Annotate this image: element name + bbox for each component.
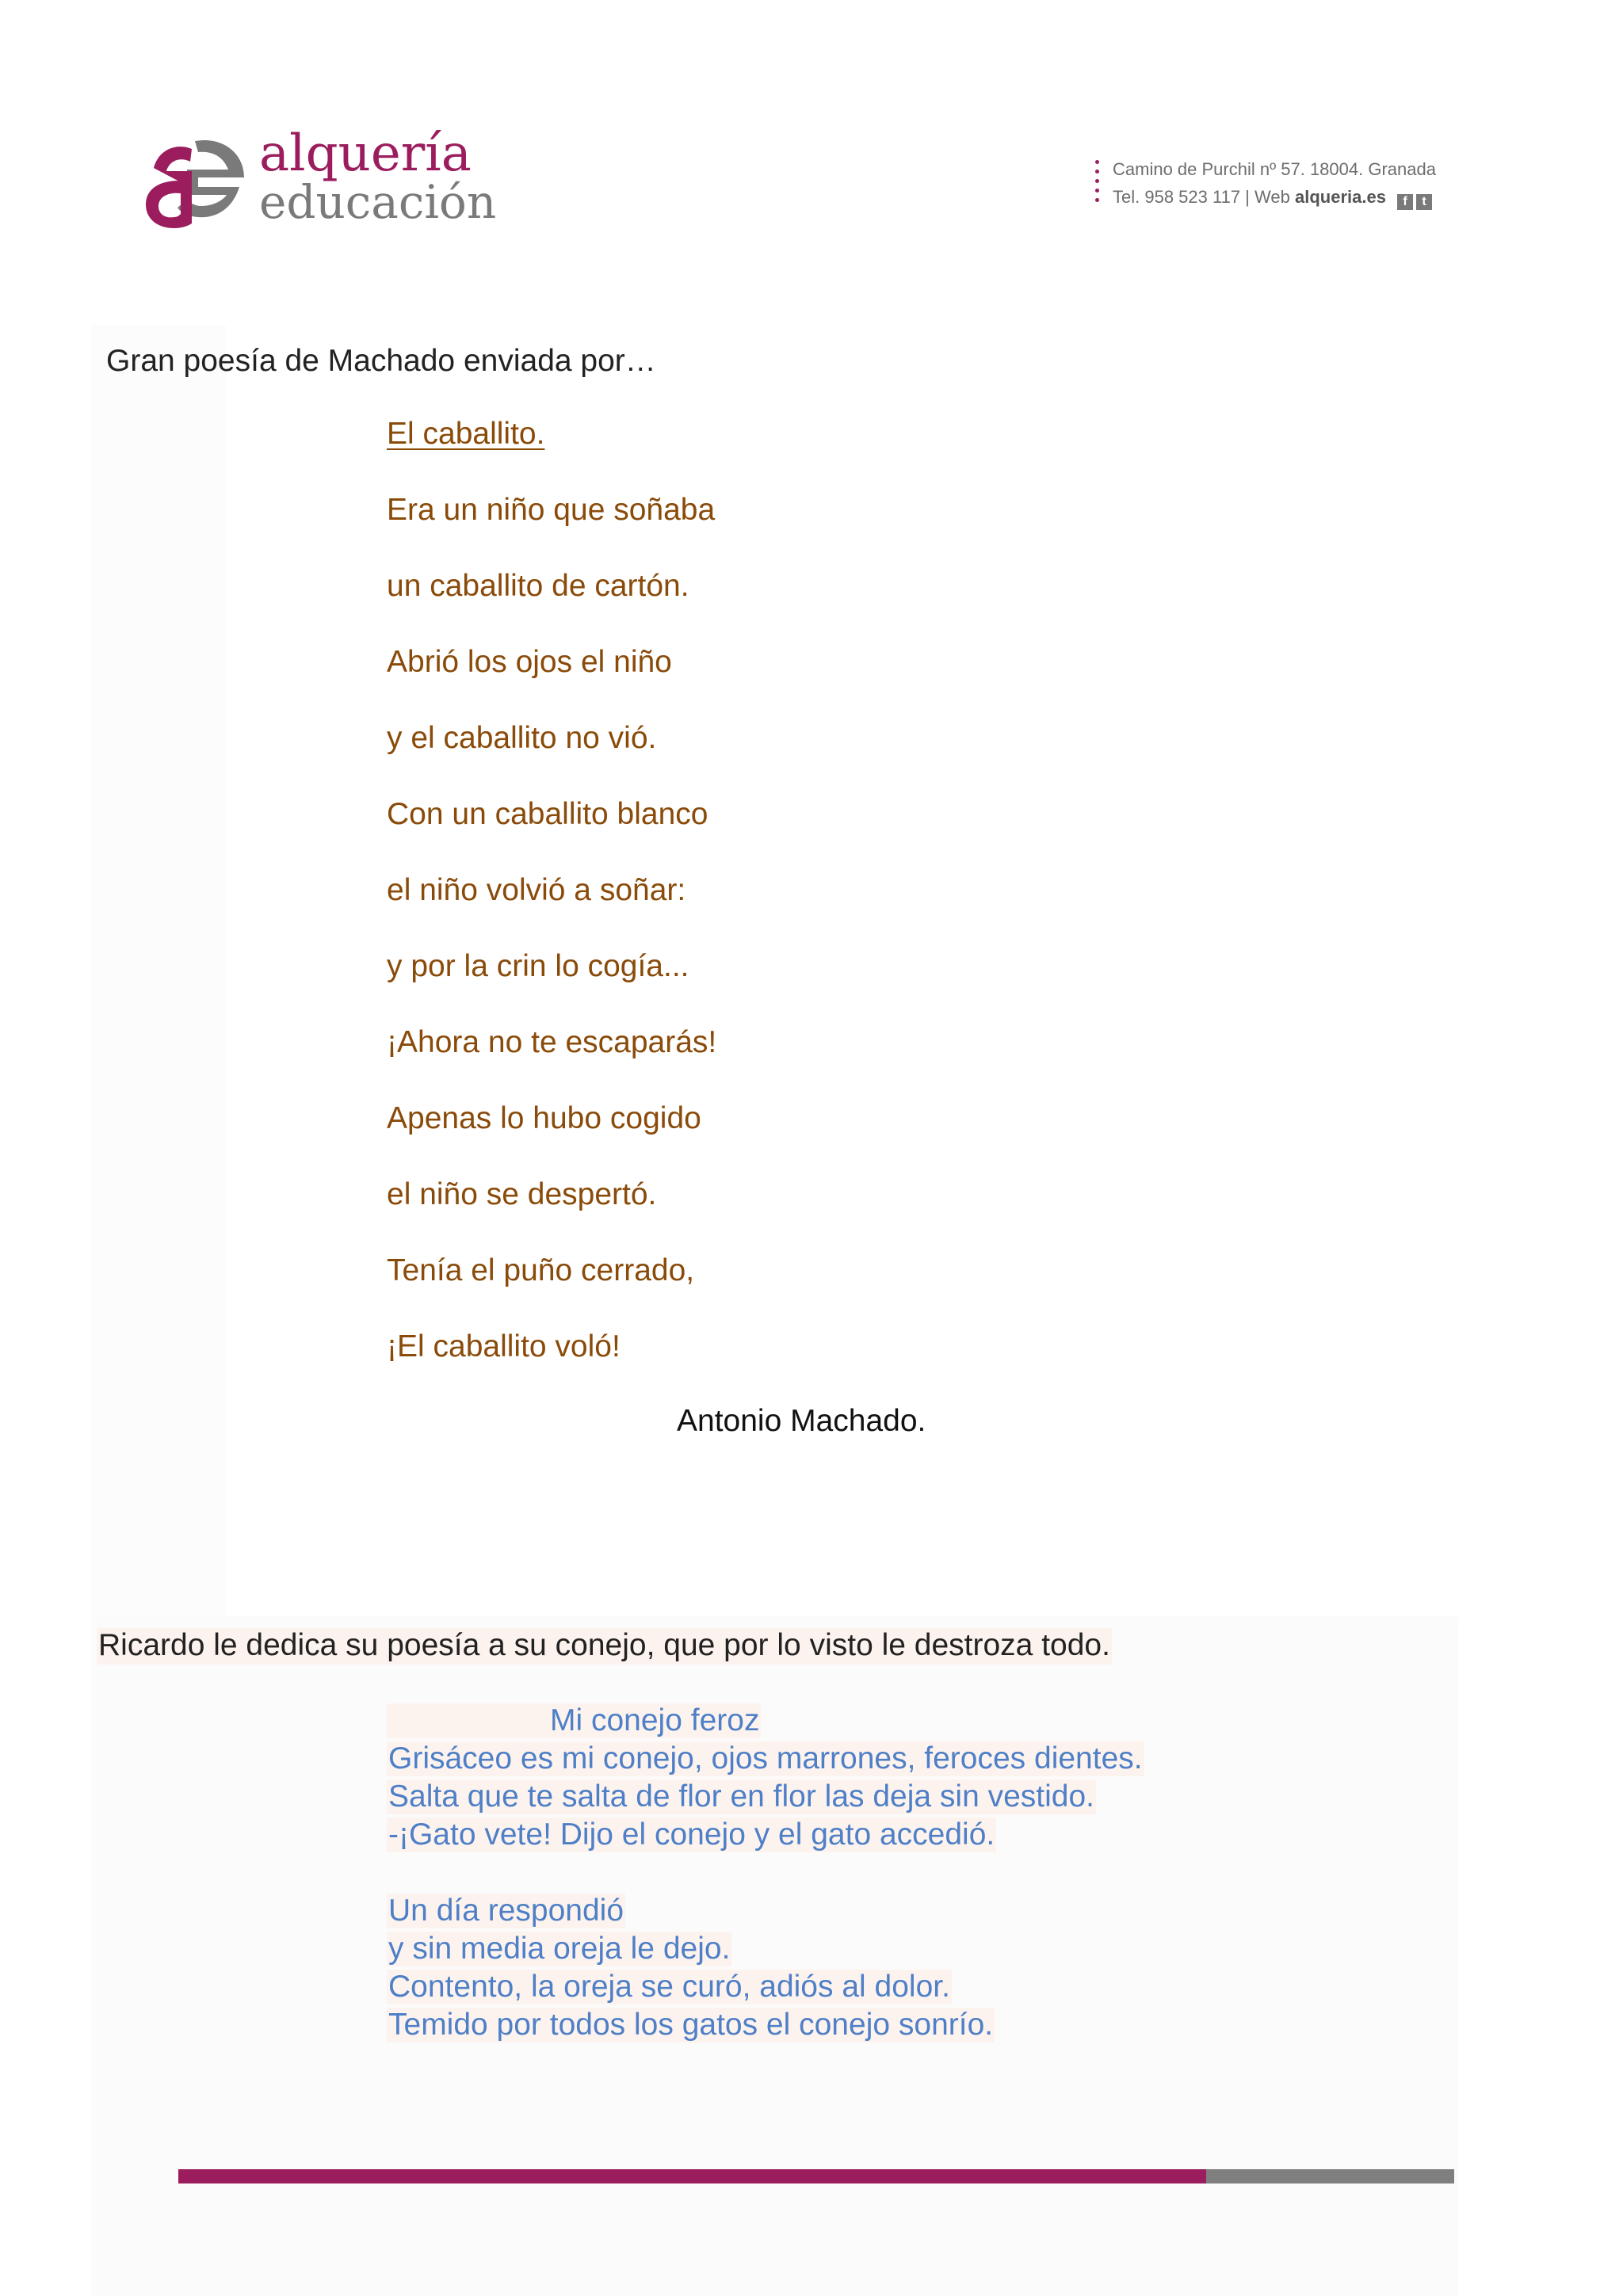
address-text: Camino de Purchil nº 57. 18004. Granada: [1113, 159, 1436, 179]
poem-line: Era un niño que soñaba: [387, 493, 716, 527]
facebook-icon[interactable]: f: [1397, 194, 1413, 210]
poem2-line: Un día respondió: [388, 1894, 624, 1928]
poem2-line: Grisáceo es mi conejo, ojos marrones, feroces dientes.: [388, 1741, 1143, 1775]
contact-line-phone-web: [1113, 187, 1432, 210]
web-label: Web: [1254, 187, 1290, 207]
twitter-icon[interactable]: t: [1416, 194, 1432, 210]
poem-line: Tenía el puño cerrado,: [387, 1253, 695, 1287]
poem-line: Abrió los ojos el niño: [387, 645, 672, 679]
poem-line: el niño volvió a soñar:: [387, 873, 686, 907]
poem-line: ¡Ahora no te escaparás!: [387, 1025, 717, 1059]
poem-line: Apenas lo hubo cogido: [387, 1101, 701, 1135]
background-panel: [91, 325, 226, 1616]
poem2-title-line: [387, 1703, 761, 1738]
poem-title: El caballito.: [387, 417, 545, 451]
poem2-title: Mi conejo feroz: [550, 1703, 760, 1737]
poem-line: el niño se despertó.: [387, 1177, 657, 1211]
logo-text-alqueria: alquería: [259, 124, 472, 183]
poem-line: Con un caballito blanco: [387, 797, 708, 831]
poem-line: un caballito de cartón.: [387, 569, 689, 603]
phone-text: Tel. 958 523 117 |: [1113, 187, 1250, 207]
poem-line: y por la crin lo cogía...: [387, 949, 689, 983]
poem-author: Antonio Machado.: [677, 1404, 926, 1438]
poem2-line: Salta que te salta de flor en flor las deja sin vestido.: [388, 1779, 1095, 1814]
logo-mark-icon: [146, 125, 249, 230]
contact-info: [1095, 158, 1468, 214]
poem2-line: -¡Gato vete! Dijo el conejo y el gato accedió.: [388, 1817, 995, 1852]
brand-logo: [146, 125, 510, 236]
poem2-line: Contento, la oreja se curó, adiós al dolor.: [388, 1970, 950, 2004]
poem2-line: y sin media oreja le dejo.: [388, 1932, 731, 1966]
dots-divider-icon: [1095, 160, 1102, 208]
footer-bar-magenta: [178, 2169, 1206, 2183]
background-panel-lower: [91, 1616, 1458, 2296]
section2-intro: Ricardo le dedica su poesía a su conejo, que por lo visto le destroza todo.: [97, 1628, 1112, 1665]
poem2-line: Temido por todos los gatos el conejo sonrío.: [388, 2008, 994, 2042]
web-link[interactable]: alqueria.es: [1294, 187, 1386, 207]
poem-line: y el caballito no vió.: [387, 721, 657, 755]
poem-line: ¡El caballito voló!: [387, 1329, 621, 1363]
section1-intro: Gran poesía de Machado enviada por…: [106, 344, 656, 378]
logo-text-educacion: educación: [259, 175, 497, 229]
footer-bar-gray: [1206, 2169, 1454, 2183]
